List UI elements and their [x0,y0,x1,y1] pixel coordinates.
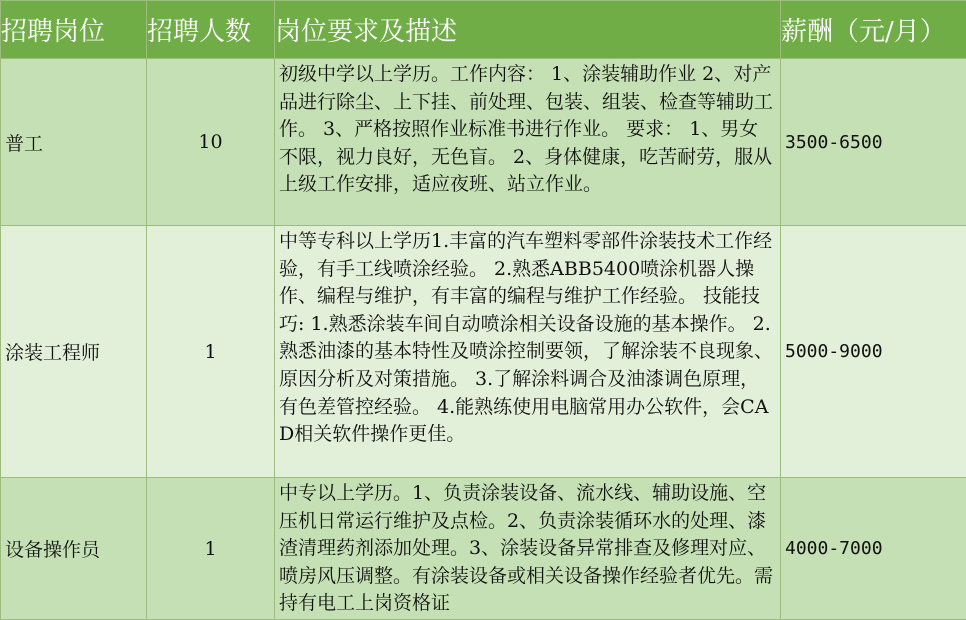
header-salary: 薪酬（元/月） [781,1,966,59]
row-salary: 5000-9000 [781,226,966,478]
row-count: 10 [147,59,275,226]
row-count: 1 [147,478,275,620]
header-count: 招聘人数 [147,1,275,59]
row-description: 中等专科以上学历1.丰富的汽车塑料零部件涂装技术工作经验，有手工线喷涂经验。 2.熟悉ABB5400喷涂机器人操作、编程与维护，有丰富的编程与维护工作经验。 技能技巧: 1.熟悉涂装车间自动喷涂相关设备设施的基本操作。 2.熟悉油漆的基本特性及喷涂控制要领，了解涂装不良现象、原因分析及对策措施。 3.了解涂料调合及油漆调色原理，有色差管控经验。 4.能熟练使用电脑常用办公软件，会CAD相关软件操作更佳。 [275,226,781,478]
row-salary: 3500-6500 [781,59,966,226]
row-position: 设备操作员 [1,478,147,620]
row-count: 1 [147,226,275,478]
table-row [1,478,966,620]
row-description: 中专以上学历。1、负责涂装设备、流水线、辅助设施、空压机日常运行维护及点检。2、负责涂装循环水的处理、漆渣清理药剂添加处理。3、涂装设备异常排查及修理对应、喷房风压调整。有涂装设备或相关设备操作经验者优先。需持有电工上岗资格证 [275,478,781,620]
row-position: 涂装工程师 [1,226,147,478]
row-salary: 4000-7000 [781,478,966,620]
row-position: 普工 [1,59,147,226]
row-description: 初级中学以上学历。工作内容： 1、涂装辅助作业 2、对产品进行除尘、上下挂、前处理、包装、组装、检查等辅助工作。 3、严格按照作业标准书进行作业。 要求： 1、男女不限，视力良好，无色盲。 2、身体健康，吃苦耐劳，服从上级工作安排，适应夜班、站立作业。 [275,59,781,226]
header-description: 岗位要求及描述 [275,1,781,59]
table-row [1,226,966,478]
header-position: 招聘岗位 [1,1,147,59]
table-row [1,59,966,226]
header-row [1,1,966,59]
